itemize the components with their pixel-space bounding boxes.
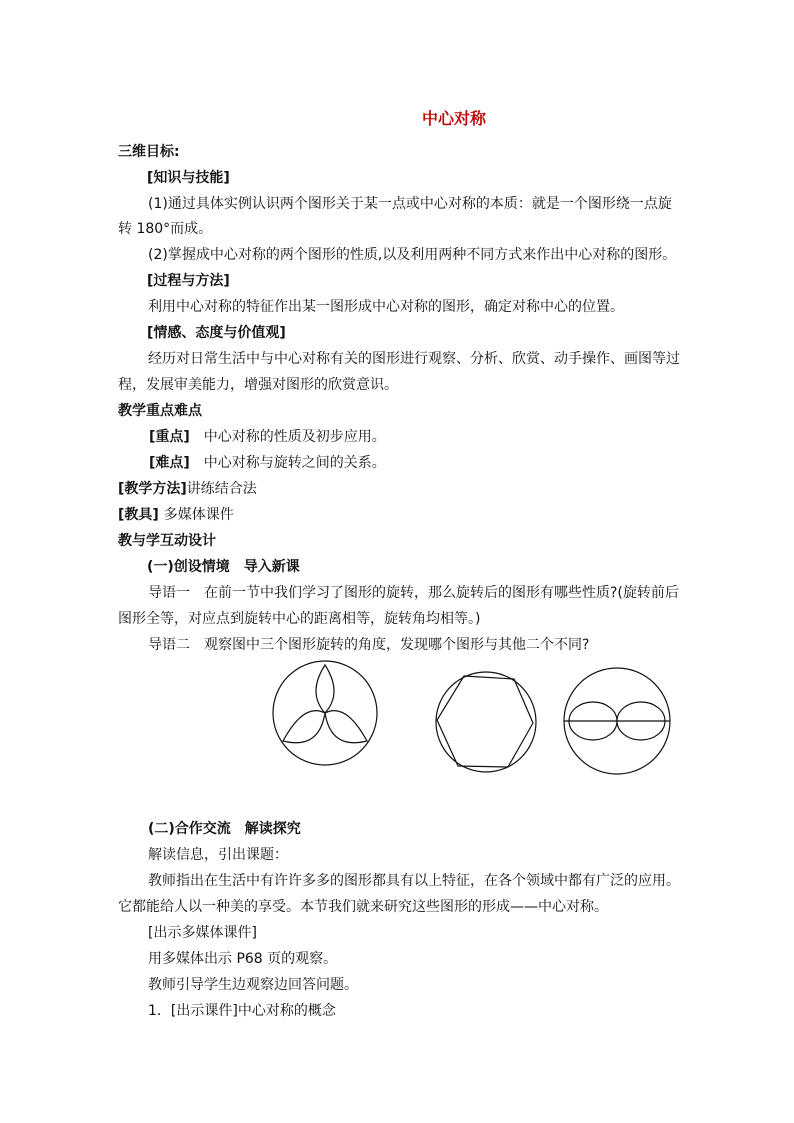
figure1-petal-top <box>316 665 334 713</box>
method-label: [教学方法] <box>118 481 187 497</box>
figure1-petal-left <box>283 711 325 743</box>
part2-heading: (二)合作交流 解读探究 <box>148 821 301 837</box>
focus-diff-text: 中心对称与旋转之间的关系。 <box>203 455 386 471</box>
intro2-label: 导语二 <box>148 637 190 653</box>
emotion-text-b: 程，发展审美能力，增强对图形的欣赏意识。 <box>118 377 398 393</box>
method-text: 讲练结合法 <box>186 481 257 497</box>
item-1: 1．[出示课件]中心对称的概念 <box>148 1003 336 1019</box>
focus-diff-label: [难点] <box>149 455 190 471</box>
emotion-text-a: 经历对日常生活中与中心对称有关的图形进行观察、分析、欣赏、动手操作、画图等过 <box>148 351 680 367</box>
intro1-label: 导语一 <box>148 585 190 601</box>
design-heading: 教与学互动设计 <box>118 533 216 549</box>
focus-key-label: [重点] <box>149 429 190 445</box>
tools-text: 多媒体课件 <box>163 507 234 523</box>
knowledge-item-2: (2)掌握成中心对称的两个图形的性质,以及利用两种不同方式来作出中心对称的图形。 <box>148 247 677 263</box>
intro2-text: 观察图中三个图形旋转的角度，发现哪个图形与其他二个不同? <box>204 637 590 653</box>
teacher-text-a: 教师指出在生活中有许许多多的图形都具有以上特征，在各个领域中都有广泛的应用。 <box>148 873 680 889</box>
figure-two-ovals <box>564 668 670 774</box>
goals-heading: 三维目标: <box>118 144 180 160</box>
figure1-petal-right <box>325 711 367 743</box>
figure-three-petals <box>273 661 377 765</box>
guide-text: 教师引导学生边观察边回答问题。 <box>148 977 358 993</box>
knowledge-item-1a: (1)通过具体实例认识两个图形关于某一点或中心对称的本质：就是一个图形绕一点旋 <box>148 196 672 212</box>
knowledge-heading: [知识与技能] <box>147 170 230 186</box>
process-text: 利用中心对称的特征作出某一图形成中心对称的图形，确定对称中心的位置。 <box>148 299 624 315</box>
show-courseware: [出示多媒体课件] <box>148 925 257 941</box>
figure2-hexagon <box>437 676 533 767</box>
figure-hexagon <box>436 672 536 772</box>
part1-heading: (一)创设情境 导入新课 <box>147 559 300 575</box>
process-heading: [过程与方法] <box>147 273 230 289</box>
show-p68: 用多媒体出示 P68 页的观察。 <box>148 951 338 967</box>
tools-label: [教具] <box>118 507 159 523</box>
teacher-text-b: 它都能给人以一种美的享受。本节我们就来研究这些图形的形成——中心对称。 <box>118 899 608 915</box>
knowledge-item-1b: 转 180°而成。 <box>118 221 213 237</box>
figure2-circle <box>436 672 536 772</box>
intro1-text-a: 在前一节中我们学习了图形的旋转，那么旋转后的图形有哪些性质?(旋转前后 <box>204 585 679 601</box>
read-info: 解读信息，引出课题： <box>148 847 288 863</box>
page-title: 中心对称 <box>421 109 486 128</box>
focus-heading: 教学重点难点 <box>118 403 202 419</box>
focus-key-text: 中心对称的性质及初步应用。 <box>203 429 386 445</box>
emotion-heading: [情感、态度与价值观] <box>147 325 286 341</box>
intro1-text-b: 图形全等，对应点到旋转中心的距离相等，旋转角均相等。) <box>118 611 481 627</box>
